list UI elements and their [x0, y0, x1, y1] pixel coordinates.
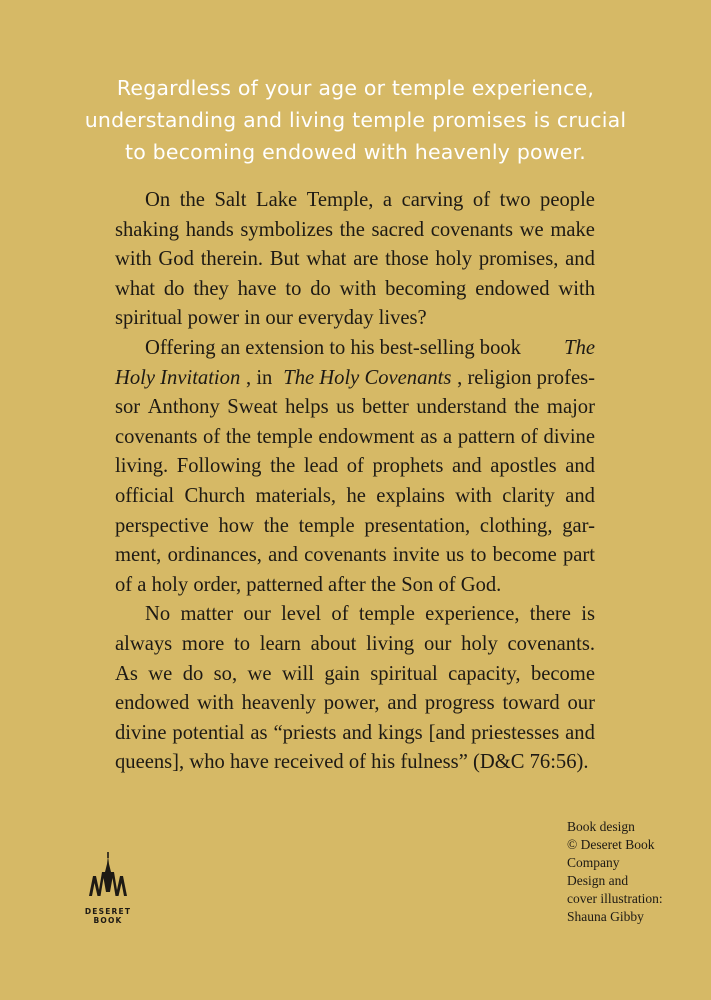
paragraph-line: covenants of the temple endowment as a pattern of divine: [115, 425, 595, 448]
paragraph-line: No matter our level of temple experience, there is: [145, 603, 595, 626]
paragraph-line: endowed with heavenly power, and progress toward our: [115, 692, 595, 715]
publisher-logo: [83, 852, 133, 926]
text-run: , in: [246, 366, 278, 389]
credit-line: Shauna Gibby: [567, 909, 644, 924]
paragraph-line: living. Following the lead of prophets and apostles and: [115, 455, 595, 478]
logo-text-line2: BOOK: [93, 916, 123, 925]
book-title-italic: Holy Invitation: [115, 366, 241, 389]
paragraph-line: of a holy order, patterned after the Son of God.: [115, 573, 502, 596]
text-run: , religion profes-: [457, 366, 595, 389]
tagline: [0, 72, 711, 168]
paragraph-line: divine potential as “priests and kings [and priestesses and: [115, 721, 595, 744]
design-credits: [567, 818, 707, 926]
credit-line: © Deseret Book: [567, 837, 655, 852]
paragraph-line: ment, ordinances, and covenants invite us to become part: [115, 544, 595, 567]
credit-line: Book design: [567, 819, 635, 834]
paragraph-line: official Church materials, he explains with clarity and: [115, 484, 595, 507]
credit-line: cover illustration:: [567, 891, 663, 906]
paragraph-line: what do they have to do with becoming endowed with: [115, 277, 595, 300]
paragraph-line: On the Salt Lake Temple, a carving of two people: [145, 189, 595, 211]
tagline-line: understanding and living temple promises is crucial: [84, 108, 627, 132]
book-title-italic: The: [564, 336, 595, 359]
paragraph-line: As we do so, we will gain spiritual capacity, become: [115, 662, 595, 685]
paragraph-line: [115, 364, 595, 394]
deseret-book-mountain-icon: [83, 852, 133, 900]
logo-text-line1: DESERET: [84, 907, 132, 916]
credit-line: Company: [567, 855, 620, 870]
paragraph-line: perspective how the temple presentation, clothing, gar-: [115, 514, 595, 537]
paragraph-line: shaking hands symbolizes the sacred covenants we make: [115, 218, 595, 241]
book-title-italic: The Holy Covenants: [283, 366, 452, 389]
credit-line: Design and: [567, 873, 629, 888]
tagline-line: Regardless of your age or temple experience,: [116, 76, 595, 100]
paragraph-line: [115, 334, 595, 364]
text-run: Offering an extension to his best-selling book: [145, 336, 527, 359]
paragraph-line: sor Anthony Sweat helps us better understand the major: [115, 396, 595, 419]
description-text: [115, 186, 595, 778]
tagline-line: to becoming endowed with heavenly power.: [124, 140, 587, 164]
paragraph-line: with God therein. But what are those holy promises, and: [115, 248, 595, 271]
paragraph-line: queens], who have received of his fulness” (D&C 76:56).: [115, 751, 589, 774]
paragraph-line: spiritual power in our everyday lives?: [115, 307, 427, 330]
paragraph-line: always more to learn about living our holy covenants.: [115, 632, 595, 655]
